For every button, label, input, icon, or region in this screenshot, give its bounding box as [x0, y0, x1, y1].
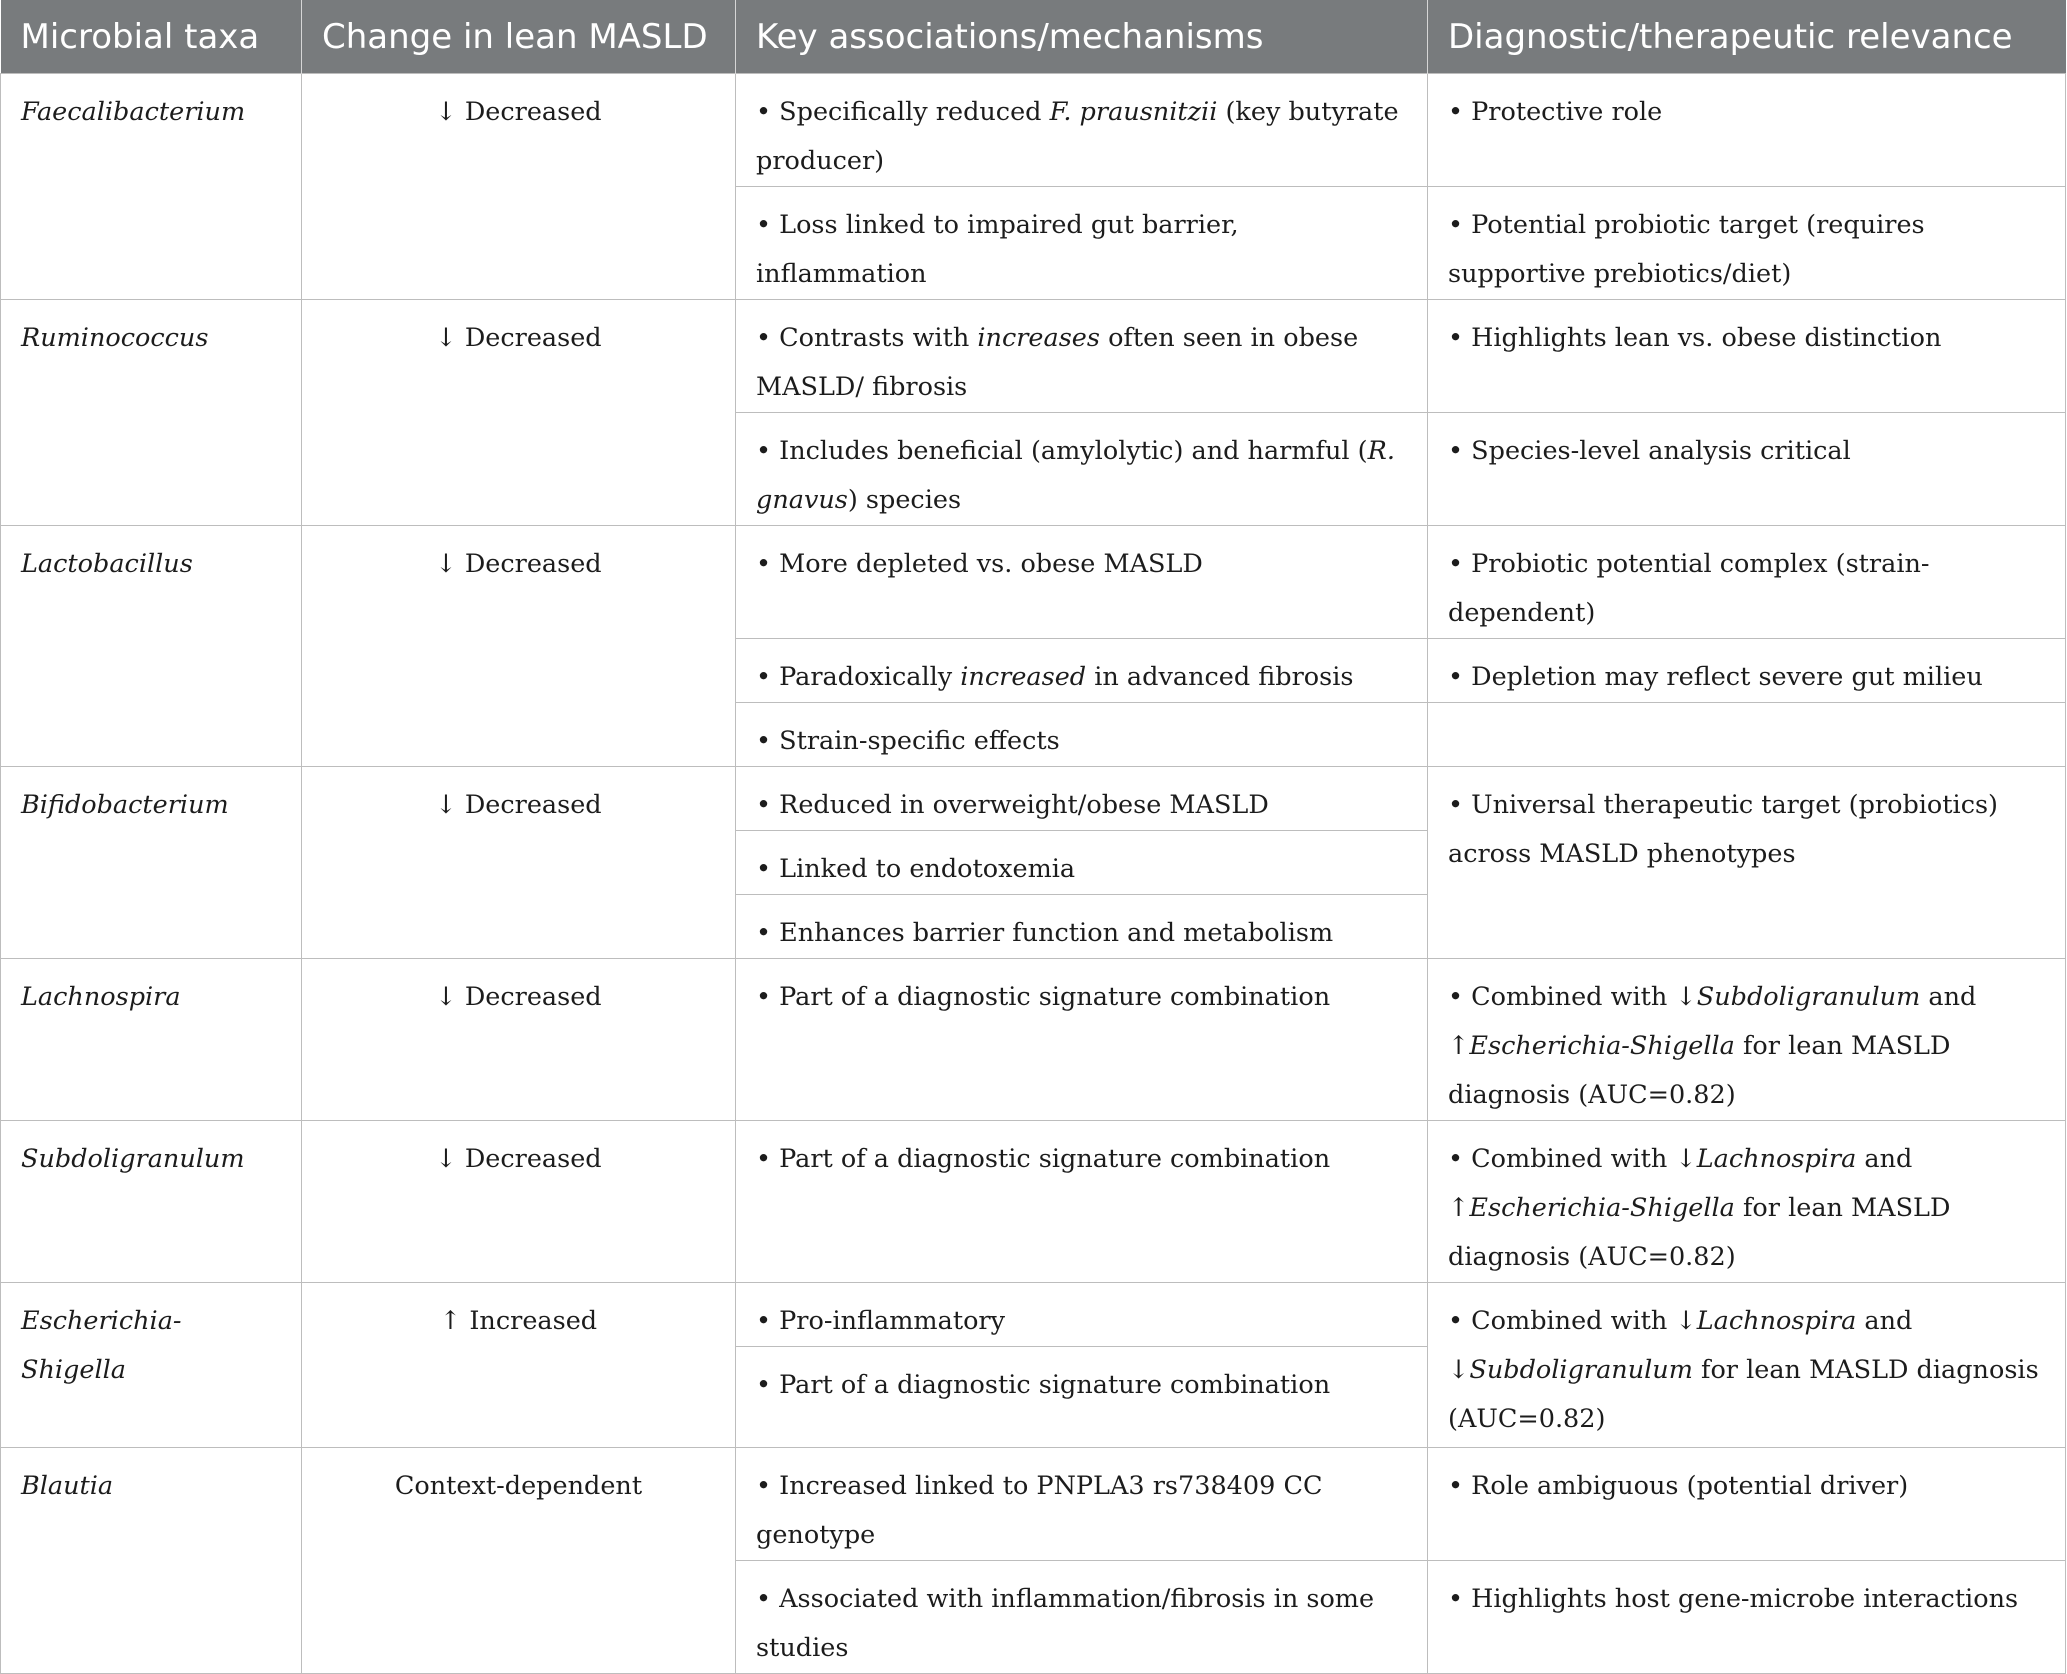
change-cell: ↓ Decreased: [302, 1121, 736, 1283]
change-cell: ↓ Decreased: [302, 959, 736, 1121]
mechanism-cell: • Linked to endotoxemia: [736, 831, 1428, 895]
header-mechanisms: Key associations/mechanisms: [736, 0, 1428, 74]
mechanism-cell: • Reduced in overweight/obese MASLD: [736, 767, 1428, 831]
table-row: [1, 1448, 2066, 1561]
mechanism-cell: • Part of a diagnostic signature combination: [736, 959, 1428, 1121]
table-row: [1, 300, 2066, 413]
relevance-cell: • Highlights host gene-microbe interactions: [1428, 1561, 2066, 1674]
mechanism-cell: • Part of a diagnostic signature combination: [736, 1347, 1428, 1448]
mechanism-cell: • Strain-specific effects: [736, 703, 1428, 767]
relevance-cell: • Potential probiotic target (requires supportive prebiotics/diet): [1428, 187, 2066, 300]
relevance-cell: • Highlights lean vs. obese distinction: [1428, 300, 2066, 413]
header-row: [1, 0, 2066, 74]
mechanism-cell: • Pro-inflammatory: [736, 1283, 1428, 1347]
relevance-cell: • Probiotic potential complex (strain-dependent): [1428, 526, 2066, 639]
relevance-cell: • Species-level analysis critical: [1428, 413, 2066, 526]
mechanism-cell: • Associated with inflammation/fibrosis in some studies: [736, 1561, 1428, 1674]
mechanism-cell: • Part of a diagnostic signature combination: [736, 1121, 1428, 1283]
relevance-cell: • Universal therapeutic target (probiotics) across MASLD phenotypes: [1428, 767, 2066, 959]
table-row: [1, 74, 2066, 187]
relevance-cell: • Role ambiguous (potential driver): [1428, 1448, 2066, 1561]
mechanism-cell: • Paradoxically increased in advanced fibrosis: [736, 639, 1428, 703]
change-cell: ↓ Decreased: [302, 74, 736, 300]
mechanism-cell: • More depleted vs. obese MASLD: [736, 526, 1428, 639]
mechanism-cell: • Includes beneficial (amylolytic) and harmful (R. gnavus) species: [736, 413, 1428, 526]
taxon-cell: Lactobacillus: [1, 526, 302, 767]
mechanism-cell: • Increased linked to PNPLA3 rs738409 CC genotype: [736, 1448, 1428, 1561]
taxon-cell: Blautia: [1, 1448, 302, 1674]
header-relevance: Diagnostic/therapeutic relevance: [1428, 0, 2066, 74]
table-row: [1, 767, 2066, 831]
taxon-cell: Ruminococcus: [1, 300, 302, 526]
relevance-cell: • Protective role: [1428, 74, 2066, 187]
taxon-cell: Bifidobacterium: [1, 767, 302, 959]
taxon-cell: Lachnospira: [1, 959, 302, 1121]
relevance-cell: • Depletion may reflect severe gut milieu: [1428, 639, 2066, 703]
table-row: [1, 526, 2066, 639]
change-cell: ↓ Decreased: [302, 767, 736, 959]
relevance-cell: • Combined with ↓Subdoligranulum and ↑Escherichia-Shigella for lean MASLD diagnosis (AUC=0.82): [1428, 959, 2066, 1121]
change-cell: ↑ Increased: [302, 1283, 736, 1448]
mechanism-cell: • Enhances barrier function and metabolism: [736, 895, 1428, 959]
relevance-cell-empty: [1428, 703, 2066, 767]
change-cell: ↓ Decreased: [302, 526, 736, 767]
header-change: Change in lean MASLD: [302, 0, 736, 74]
change-cell: ↓ Decreased: [302, 300, 736, 526]
table-row: [1, 1283, 2066, 1347]
mechanism-cell: • Contrasts with increases often seen in obese MASLD/ fibrosis: [736, 300, 1428, 413]
table-row: [1, 959, 2066, 1121]
mechanism-cell: • Specifically reduced F. prausnitzii (key butyrate producer): [736, 74, 1428, 187]
taxon-cell: Subdoligranulum: [1, 1121, 302, 1283]
table-row: [1, 1121, 2066, 1283]
mechanism-cell: • Loss linked to impaired gut barrier, inflammation: [736, 187, 1428, 300]
relevance-cell: • Combined with ↓Lachnospira and ↓Subdoligranulum for lean MASLD diagnosis (AUC=0.82): [1428, 1283, 2066, 1448]
taxon-cell: Faecalibacterium: [1, 74, 302, 300]
relevance-cell: • Combined with ↓Lachnospira and ↑Escherichia-Shigella for lean MASLD diagnosis (AUC=0.82): [1428, 1121, 2066, 1283]
taxon-cell: Escherichia-Shigella: [1, 1283, 302, 1448]
change-cell: Context-dependent: [302, 1448, 736, 1674]
header-microbial-taxa: Microbial taxa: [1, 0, 302, 74]
